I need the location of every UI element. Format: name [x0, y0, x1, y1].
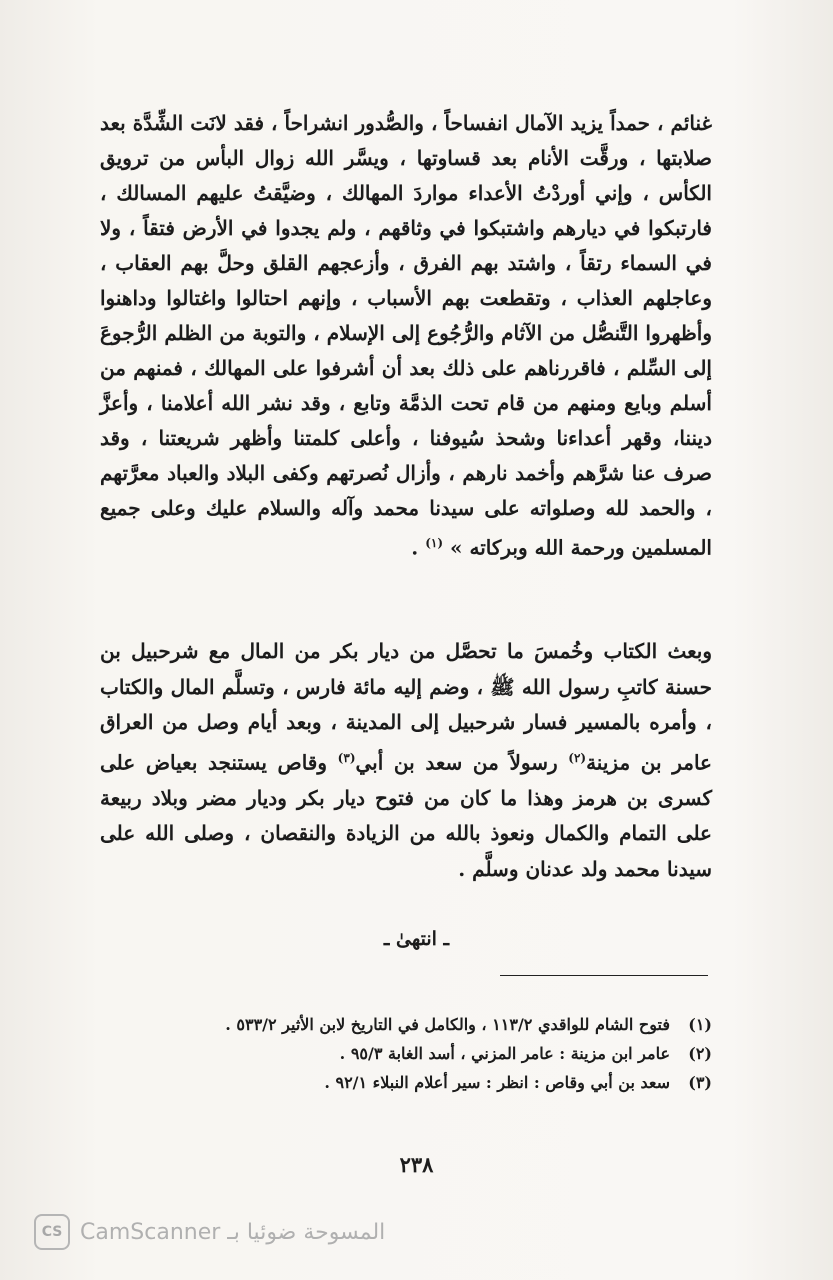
- footnote-text: عامر ابن مزينة : عامر المزني ، أسد الغابة ٩٥/٣ .: [339, 1044, 670, 1063]
- paragraph-2-text-c: وقاص يستنجد بعياض على كسرى بن هرمز وهذا ما كان من فتوح ديار بكر وديار مضر وبلاد ربيعة على التمام والكمال ونعوذ بالله من الزيادة والنقصان ، وصلى الله على سيدنا محمد ولد عدنان وسلَّم .: [100, 750, 712, 881]
- footnote-item: [140, 1039, 712, 1068]
- paragraph-2-text-b: رسولاً من سعد بن أبي: [355, 750, 569, 775]
- camscanner-logo-icon: CS: [34, 1214, 70, 1250]
- page-number: ٢٣٨: [399, 1152, 434, 1177]
- camscanner-watermark: [34, 1213, 385, 1251]
- footnote-separator: [500, 975, 708, 976]
- paragraph-2-text-a: وبعث الكتاب وخُمسَ ما تحصَّل من ديار بكر من المال مع شرحبيل بن حسنة كاتبِ رسول الله ﷺ ، وضم إليه مائة فارس ، وتسلَّم المال والكتاب ، وأمره بالمسير فسار شرحبيل إلى المدينة ، وبعد أيام وصل من العراق عامر بن مزينة: [100, 639, 712, 775]
- footnote-ref-1: (١): [425, 536, 444, 550]
- watermark-text: المسوحة ضوئيا بـ CamScanner: [80, 1219, 386, 1245]
- main-paragraph: غنائم ، حمداً يزيد الآمال انفساحاً ، والصُّدور انشراحاً ، فقد لانَت الشِّدَّة بعد صلابتها ، ورقَّت الأنام بعد قساوتها ، ويسَّر الله زوال البأس من ترويق الكأس ، وإني أوردْتُ الأعداء مواردَ المهالك ، وضيَّقتُ عليهم المسالك ، فارتبكوا في ديارهم واشتبكوا في وثاقهم ، ولم يجدوا في الأرض فتقاً ، ولا في السماء رتقاً ، واشتد بهم الفرق ، وأزعجهم القلق وحلَّ بهم العقاب ، وعاجلهم العذاب ، وتقطعت بهم الأسباب ، وإنهم احتالوا واغتالوا وداهنوا وأظهروا التَّنصُّل من الآثام والرُّجُوع إلى الإسلام ، والتوبة من الظلم الرُّجوعَ إلى السِّلم ، فاقررناهم على ذلك بعد أن أشرفوا على المهالك ، فمنهم من أسلم وبايع ومنهم من قام تحت الذمَّة وتابع ، وقد نشر الله أعلامنا ، وأعزَّ ديننا، وقهر أعداءنا وشحذ سُيوفنا ، وأعلى كلمتنا وأظهر شريعتنا ، وقد صرف عنا شرَّهم وأخمد نارهم ، وأزال نُصرتهم وكفى البلاد والعباد معرَّتهم ، والحمد لله وصلواته على سيدنا محمد وآله والسلام عليك وعلى جميع المسلمين ورحمة الله وبركاته » $^{(١)}$ .: [100, 111, 712, 560]
- footnotes: [140, 1010, 712, 1097]
- ending-marker: ـ انتهىٰ ـ: [383, 928, 450, 950]
- footnote-ref-2: (٢): [568, 750, 587, 765]
- footnote-item: [140, 1068, 712, 1097]
- footnote-number: (٢): [688, 1044, 712, 1063]
- second-paragraph: [100, 634, 712, 887]
- footnote-ref-3: (٣): [337, 750, 356, 765]
- footnote-text: سعد بن أبي وقاص : انظر : سير أعلام النبلاء ٩٢/١ .: [324, 1073, 670, 1092]
- footnote-text: فتوح الشام للواقدي ١١٣/٢ ، والكامل في التاريخ لابن الأثير ٥٣٣/٢ .: [225, 1015, 670, 1034]
- paragraph-1-text: غنائم ، حمداً يزيد الآمال انفساحاً ، والصُّدور انشراحاً ، فقد لانَت الشِّدَّة بعد صلابتها ، ورقَّت الأنام بعد قساوتها ، ويسَّر الله زوال البأس من ترويق الكأس ، وإني أوردْتُ الأعداء مواردَ المهالك ، وضيَّقتُ عليهم المسالك ، فارتبكوا في ديارهم واشتبكوا في وثاقهم ، ولم يجدوا في الأرض فتقاً ، ولا في السماء رتقاً ، واشتد بهم الفرق ، وأزعجهم القلق وحلَّ بهم العقاب ، وعاجلهم العذاب ، وتقطعت بهم الأسباب ، وإنهم احتالوا واغتالوا وداهنوا وأظهروا التَّنصُّل من الآثام والرُّجُوع إلى الإسلام ، والتوبة من الظلم الرُّجوعَ إلى السِّلم ، فاقررناهم على ذلك بعد أن أشرفوا على المهالك ، فمنهم من أسلم وبايع ومنهم من قام تحت الذمَّة وتابع ، وقد نشر الله أعلامنا ، وأعزَّ ديننا، وقهر أعداءنا وشحذ سُيوفنا ، وأعلى كلمتنا وأظهر شريعتنا ، وقد صرف عنا شرَّهم وأخمد نارهم ، وأزال نُصرتهم وكفى البلاد والعباد معرَّتهم ، والحمد لله وصلواته على سيدنا محمد وآله والسلام عليك وعلى جميع المسلمين ورحمة الله وبركاته »: [100, 111, 712, 560]
- footnote-number: (٣): [688, 1073, 712, 1092]
- footnote-item: [140, 1010, 712, 1039]
- footnote-number: (١): [688, 1015, 712, 1034]
